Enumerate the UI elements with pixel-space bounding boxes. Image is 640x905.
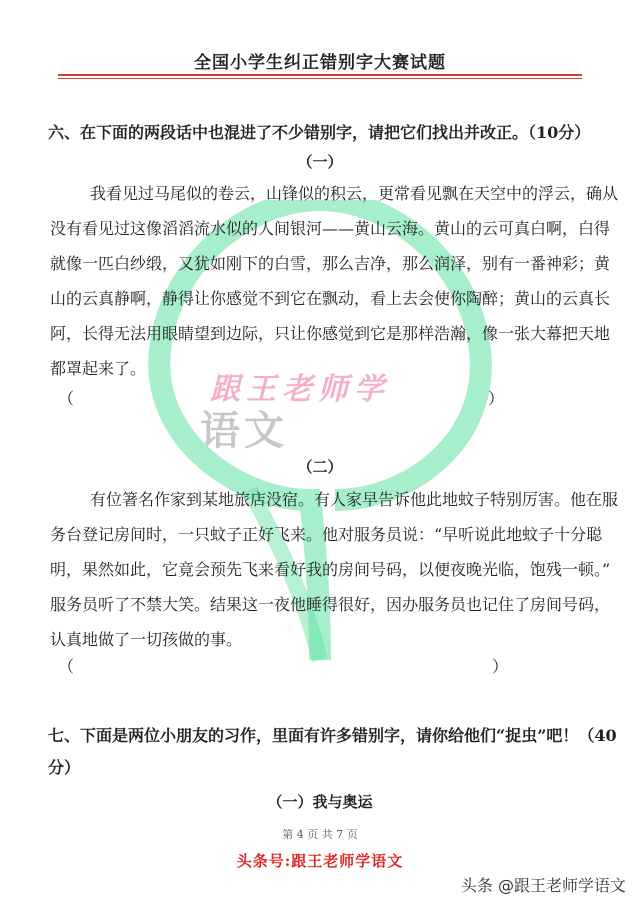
paragraph-line: 山的云真静啊，静得让你感觉不到它在飘动，看上去会使你陶醉；黄山的云真长 (50, 289, 611, 308)
brand-footer: 头条号:跟王老师学语文 (236, 852, 404, 870)
paragraph-line: 都罩起来了。 (50, 359, 147, 378)
watermark-gray-text: 语文 (200, 407, 288, 454)
corner-watermark: 头条 @跟王老师学语文 (460, 876, 626, 895)
paragraph-line: 我看见过马尾似的卷云，山锋似的积云，更常看见飘在天空中的浮云，确从 (90, 184, 619, 203)
answer-close-paren: ） (492, 657, 509, 676)
answer-close-paren: ） (488, 389, 505, 408)
part-1-label: （一） (297, 153, 343, 171)
title-rule-thin (58, 78, 582, 79)
paragraph-line: 务台登记房间时，一只蚊子正好飞来。他对服务员说：“早听说此地蚊子十分聪 (50, 525, 603, 544)
paragraph-line: 服务员听了不禁大笑。结果这一夜他睡得很好，因办服务员也记住了房间号码， (50, 595, 611, 614)
page-number: 第 4 页 共 7 页 (282, 828, 358, 841)
part-2-label: （二） (297, 458, 343, 476)
paragraph-line: 有位箸名作家到某地旅店没宿。有人家早告诉他此地蚊子特别厉害。他在服 (90, 490, 619, 509)
question-7-heading-cont: 分） (48, 758, 81, 777)
answer-open-paren: （ (58, 657, 75, 676)
page-title: 全国小学生纠正错别字大赛试题 (194, 53, 446, 73)
question-6-heading: 六、在下面的两段话中也混进了不少错别字，请把它们找出并改正。（10分） (48, 123, 591, 142)
paragraph-line: 阿，长得无法用眼睛望到边际，只让你感觉到它是那样浩瀚，像一张大幕把天地 (50, 324, 611, 343)
paragraph-line: 明，果然如此，它竟会预先飞来看好我的房间号码，以便夜晚光临，饱残一顿。” (50, 560, 611, 579)
essay-subtitle: （一）我与奥运 (267, 793, 373, 811)
paragraph-line: 就像一匹白纱缎，又犹如刚下的白雪，那么吉净，那么润泽，别有一番神彩；黄 (50, 254, 611, 273)
paragraph-line: 没有看见过这像滔滔流水似的人间银河——黄山云海。黄山的云可真白啊，白得 (50, 219, 611, 238)
paragraph-line: 认真地做了一切孩做的事。 (50, 630, 243, 649)
question-7-heading: 七、下面是两位小朋友的习作，里面有许多错别字，请你给他们“捉虫”吧！（40 (48, 726, 617, 745)
title-rule (58, 74, 582, 76)
watermark-pink-text: 跟王老师学 (210, 372, 390, 407)
answer-open-paren: （ (58, 389, 75, 408)
